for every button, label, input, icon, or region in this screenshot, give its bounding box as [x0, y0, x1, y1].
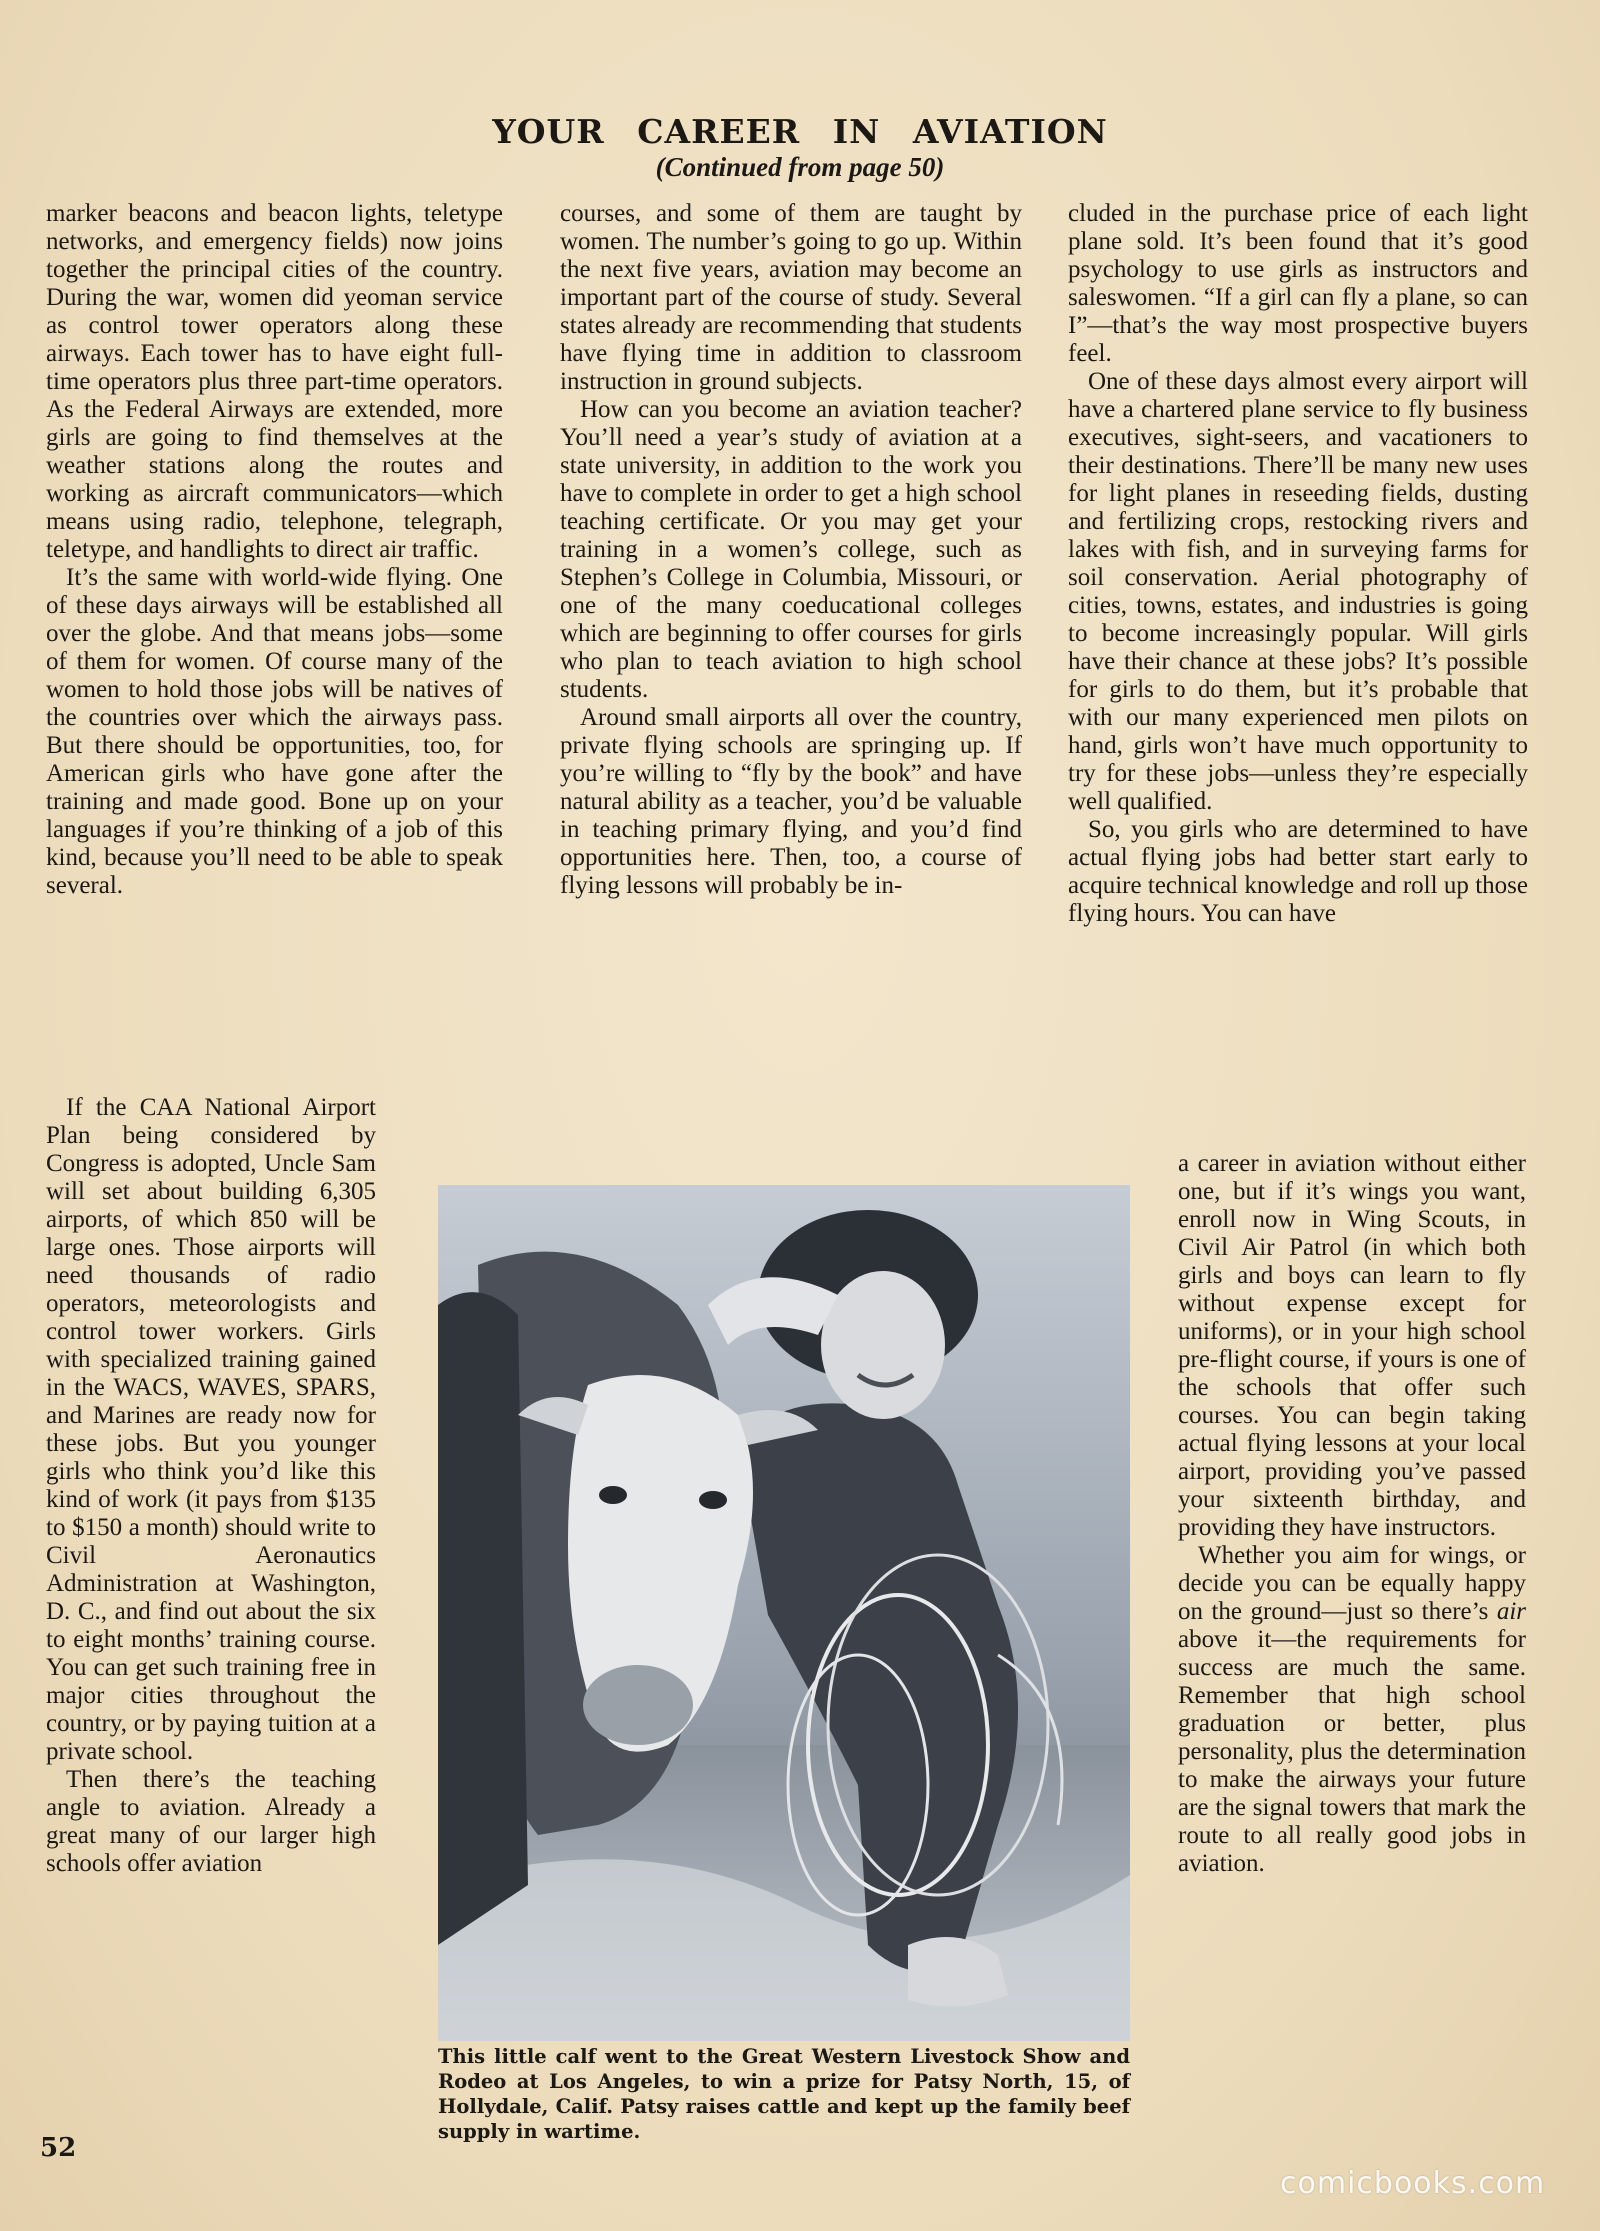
calf-muzzle: [583, 1665, 693, 1745]
calf-photo: [438, 1185, 1130, 2041]
column-3-top: [1068, 200, 1528, 1150]
paragraph: One of these days almost every airport will have a chartered plane service to fly business executives, sight-seers, and vacationers to their destinations. There’ll be many new uses for light planes in reseeding fields, dusting and fertilizing crops, restocking rivers and lakes with fish, and in surveying farms for soil conservation. Aerial photography of cities, towns, estates, and industries is going to become increasingly popular. Will girls have their chance at these jobs? It’s possible for girls to do them, but it’s probable that with our many experienced men pilots on hand, girls won’t have much opportunity to try for these jobs—unless they’re especially well qualified.: [1068, 368, 1528, 815]
continued-note: [0, 152, 1600, 183]
continued-paren-open: (: [655, 152, 665, 182]
title-word: AVIATION: [912, 112, 1108, 151]
paragraph: How can you become an aviation teacher? You’ll need a year’s study of aviation at a state university, in addition to the work you have to complete in order to get a high school teaching certificate. Or you may get your training in a women’s college, such as Stephen’s College in Columbia, Missouri, or one of the many coeducational colleges which are beginning to offer courses for girls who plan to teach aviation to high school students.: [560, 396, 1022, 703]
column-1-top: [46, 200, 503, 1090]
column-1-bottom: [46, 1094, 376, 2144]
watermark: comicbooks.com: [1280, 2166, 1546, 2201]
emphasis-air: air: [1496, 1598, 1526, 1625]
paragraph: cluded in the purchase price of each light plane sold. It’s been found that it’s good psychology to use girls as instructors and saleswomen. “If a girl can fly a plane, so can I”—that’s the way most prospective buyers feel.: [1068, 200, 1528, 367]
paragraph: Then there’s the teaching angle to aviation. Already a great many of our larger high schools offer aviation: [46, 1766, 376, 1877]
paragraph: courses, and some of them are taught by women. The number’s going to go up. Within the next five years, aviation may become an important part of the course of study. Several states already are recommending that students have flying time in addition to classroom instruction in ground subjects.: [560, 200, 1022, 395]
calf-eye: [699, 1491, 727, 1509]
continued-page-number: 50: [908, 152, 936, 182]
column-2: [560, 200, 1022, 1125]
paragraph: a career in aviation without either one, but if it’s wings you want, enroll now in Wing Scouts, in Civil Air Patrol (in which both girls and boys can learn to fly without expense except for uniforms), or in your high school pre-flight course, if yours is one of the schools that offer such courses. You can begin taking actual flying lessons at your local airport, providing you’ve passed your sixteenth birthday, and providing they have instructors.: [1178, 1150, 1526, 1541]
article-title: [0, 112, 1600, 151]
paragraph: marker beacons and beacon lights, teletype networks, and emergency fields) now joins together the principal cities of the country. During the war, women did yeoman service as control tower operators along these airways. Each tower has to have eight full-time operators plus three part-time operators. As the Federal Airways are extended, more girls are going to find themselves at the weather stations along the routes and working as aircraft communicators—which means using radio, telephone, telegraph, teletype, and handlights to direct air traffic.: [46, 200, 503, 563]
photo-caption: This little calf went to the Great Western Livestock Show and Rodeo at Los Angeles, to win a prize for Patsy North, 15, of Hollydale, Calif. Patsy raises cattle and kept up the family beef supply in wartime.: [438, 2045, 1130, 2143]
paragraph: If the CAA National Airport Plan being considered by Congress is adopted, Uncle Sam will set about building 6,305 airports, of which 850 will be large ones. Those airports will need thousands of radio operators, meteorologists and control tower workers. Girls with specialized training gained in the WACS, WAVES, SPARS, and Marines are ready now for these jobs. But you younger girls who think you’d like this kind of work (it pays from $135 to $150 a month) should write to Civil Aeronautics Administration at Washington, D. C., and find out about the six to eight months’ training course. You can get such training free in major cities throughout the country, or by paying tuition at a private school.: [46, 1094, 376, 1765]
photo-illustration: [438, 1185, 1130, 2041]
calf-back: [438, 1292, 528, 1945]
paragraph: Around small airports all over the country, private flying schools are springing up. If you’re willing to “fly by the book” and have natural ability as a teacher, you’d be valuable in teaching primary flying, and you’d find opportunities here. Then, too, a course of flying lessons will probably be in-: [560, 704, 1022, 899]
paragraph-text: Whether you aim for wings, or decide you can be equally happy on the ground—just so there’s: [1178, 1542, 1526, 1625]
title-word: CAREER: [637, 112, 801, 151]
column-3-bottom: [1178, 1150, 1526, 2145]
paragraph-text: above it—the requirements for success are much the same. Remember that high school graduation or better, plus personality, plus the determination to make the airways your future are the signal towers that mark the route to all really good jobs in aviation.: [1178, 1626, 1526, 1877]
title-word: YOUR: [492, 112, 605, 151]
paragraph: So, you girls who are determined to have actual flying jobs had better start early to acquire technical knowledge and roll up those flying hours. You can have: [1068, 816, 1528, 927]
title-word: IN: [832, 112, 881, 151]
page-number: 52: [40, 2133, 77, 2163]
paragraph: It’s the same with world-wide flying. One of these days airways will be established all over the globe. And that means jobs—some of them for women. Of course many of the women to hold those jobs will be natives of the countries over which the airways pass. But there should be opportunities, too, for American girls who have gone after the training and made good. Bone up on your languages if you’re thinking of a job of this kind, because you’ll need to be able to speak several.: [46, 564, 503, 899]
paragraph: [1178, 1542, 1526, 1878]
continued-paren-close: ): [935, 152, 945, 182]
calf-eye: [599, 1486, 627, 1504]
girl-face: [821, 1271, 945, 1419]
continued-text: Continued from page: [664, 152, 902, 182]
